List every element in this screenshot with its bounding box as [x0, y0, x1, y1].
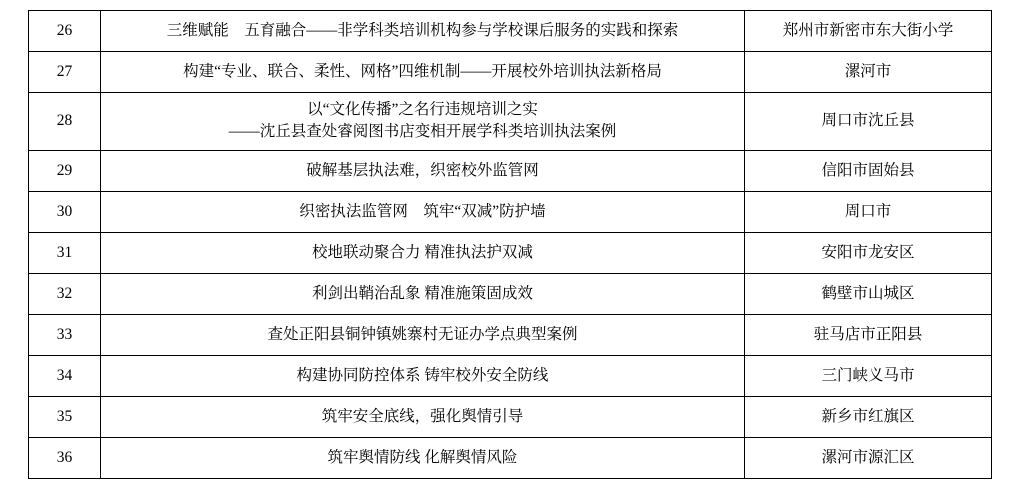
row-title-line1: 查处正阳县铜钟镇姚寨村无证办学点典型案例: [267, 325, 578, 343]
row-index: 33: [29, 314, 101, 355]
row-index: 29: [29, 150, 101, 191]
row-title: [101, 150, 745, 191]
row-index: 28: [29, 93, 101, 151]
row-index: 30: [29, 191, 101, 232]
case-list-table: [28, 10, 992, 479]
row-org: 周口市沈丘县: [745, 93, 992, 151]
row-org: 新乡市红旗区: [745, 396, 992, 437]
row-title: [101, 355, 745, 396]
row-index: 31: [29, 232, 101, 273]
row-org: 郑州市新密市东大街小学: [745, 11, 992, 52]
row-title-line1: 筑牢安全底线，强化舆情引导: [321, 407, 524, 425]
row-title: [101, 396, 745, 437]
table-row: [29, 191, 992, 232]
row-title: [101, 273, 745, 314]
table-row: [29, 232, 992, 273]
table-row: [29, 52, 992, 93]
table-row: [29, 314, 992, 355]
row-index: 35: [29, 396, 101, 437]
table-row: [29, 11, 992, 52]
row-title-line1: 破解基层执法难，织密校外监管网: [306, 161, 539, 179]
row-title: [101, 437, 745, 478]
row-org: 三门峡义马市: [745, 355, 992, 396]
row-title-line2: ——沈丘县查处睿阅图书店变相开展学科类培训执法案例: [228, 123, 617, 141]
row-title: [101, 93, 745, 151]
row-title-line1: 构建“专业、联合、柔性、网格”四维机制——开展校外培训执法新格局: [183, 62, 662, 80]
table-body: [29, 11, 992, 479]
row-org: 漯河市源汇区: [745, 437, 992, 478]
row-index: 27: [29, 52, 101, 93]
row-title-line1: 以“文化传播”之名行违规培训之实: [307, 101, 538, 118]
row-org: 漯河市: [745, 52, 992, 93]
row-title: [101, 52, 745, 93]
row-title: [101, 314, 745, 355]
row-index: 32: [29, 273, 101, 314]
row-title-line1: 利剑出鞘治乱象 精准施策固成效: [312, 284, 533, 302]
table-row: [29, 93, 992, 151]
row-title-line1: 织密执法监管网 筑牢“双减”防护墙: [299, 202, 546, 220]
table-row: [29, 355, 992, 396]
table-row: [29, 273, 992, 314]
row-title-line1: 构建协同防控体系 铸牢校外安全防线: [296, 366, 549, 384]
table-row: [29, 396, 992, 437]
row-org: 安阳市龙安区: [745, 232, 992, 273]
table-row: [29, 437, 992, 478]
row-title: [101, 191, 745, 232]
row-title-line1: 筑牢舆情防线 化解舆情风险: [327, 448, 518, 466]
row-title: [101, 232, 745, 273]
table-row: [29, 150, 992, 191]
row-org: 鹤壁市山城区: [745, 273, 992, 314]
row-index: 36: [29, 437, 101, 478]
row-title: [101, 11, 745, 52]
row-index: 26: [29, 11, 101, 52]
row-title-line1: 三维赋能 五育融合——非学科类培训机构参与学校课后服务的实践和探索: [166, 21, 679, 39]
row-org: 周口市: [745, 191, 992, 232]
row-title-line1: 校地联动聚合力 精准执法护双减: [312, 243, 533, 261]
row-org: 信阳市固始县: [745, 150, 992, 191]
row-org: 驻马店市正阳县: [745, 314, 992, 355]
row-index: 34: [29, 355, 101, 396]
